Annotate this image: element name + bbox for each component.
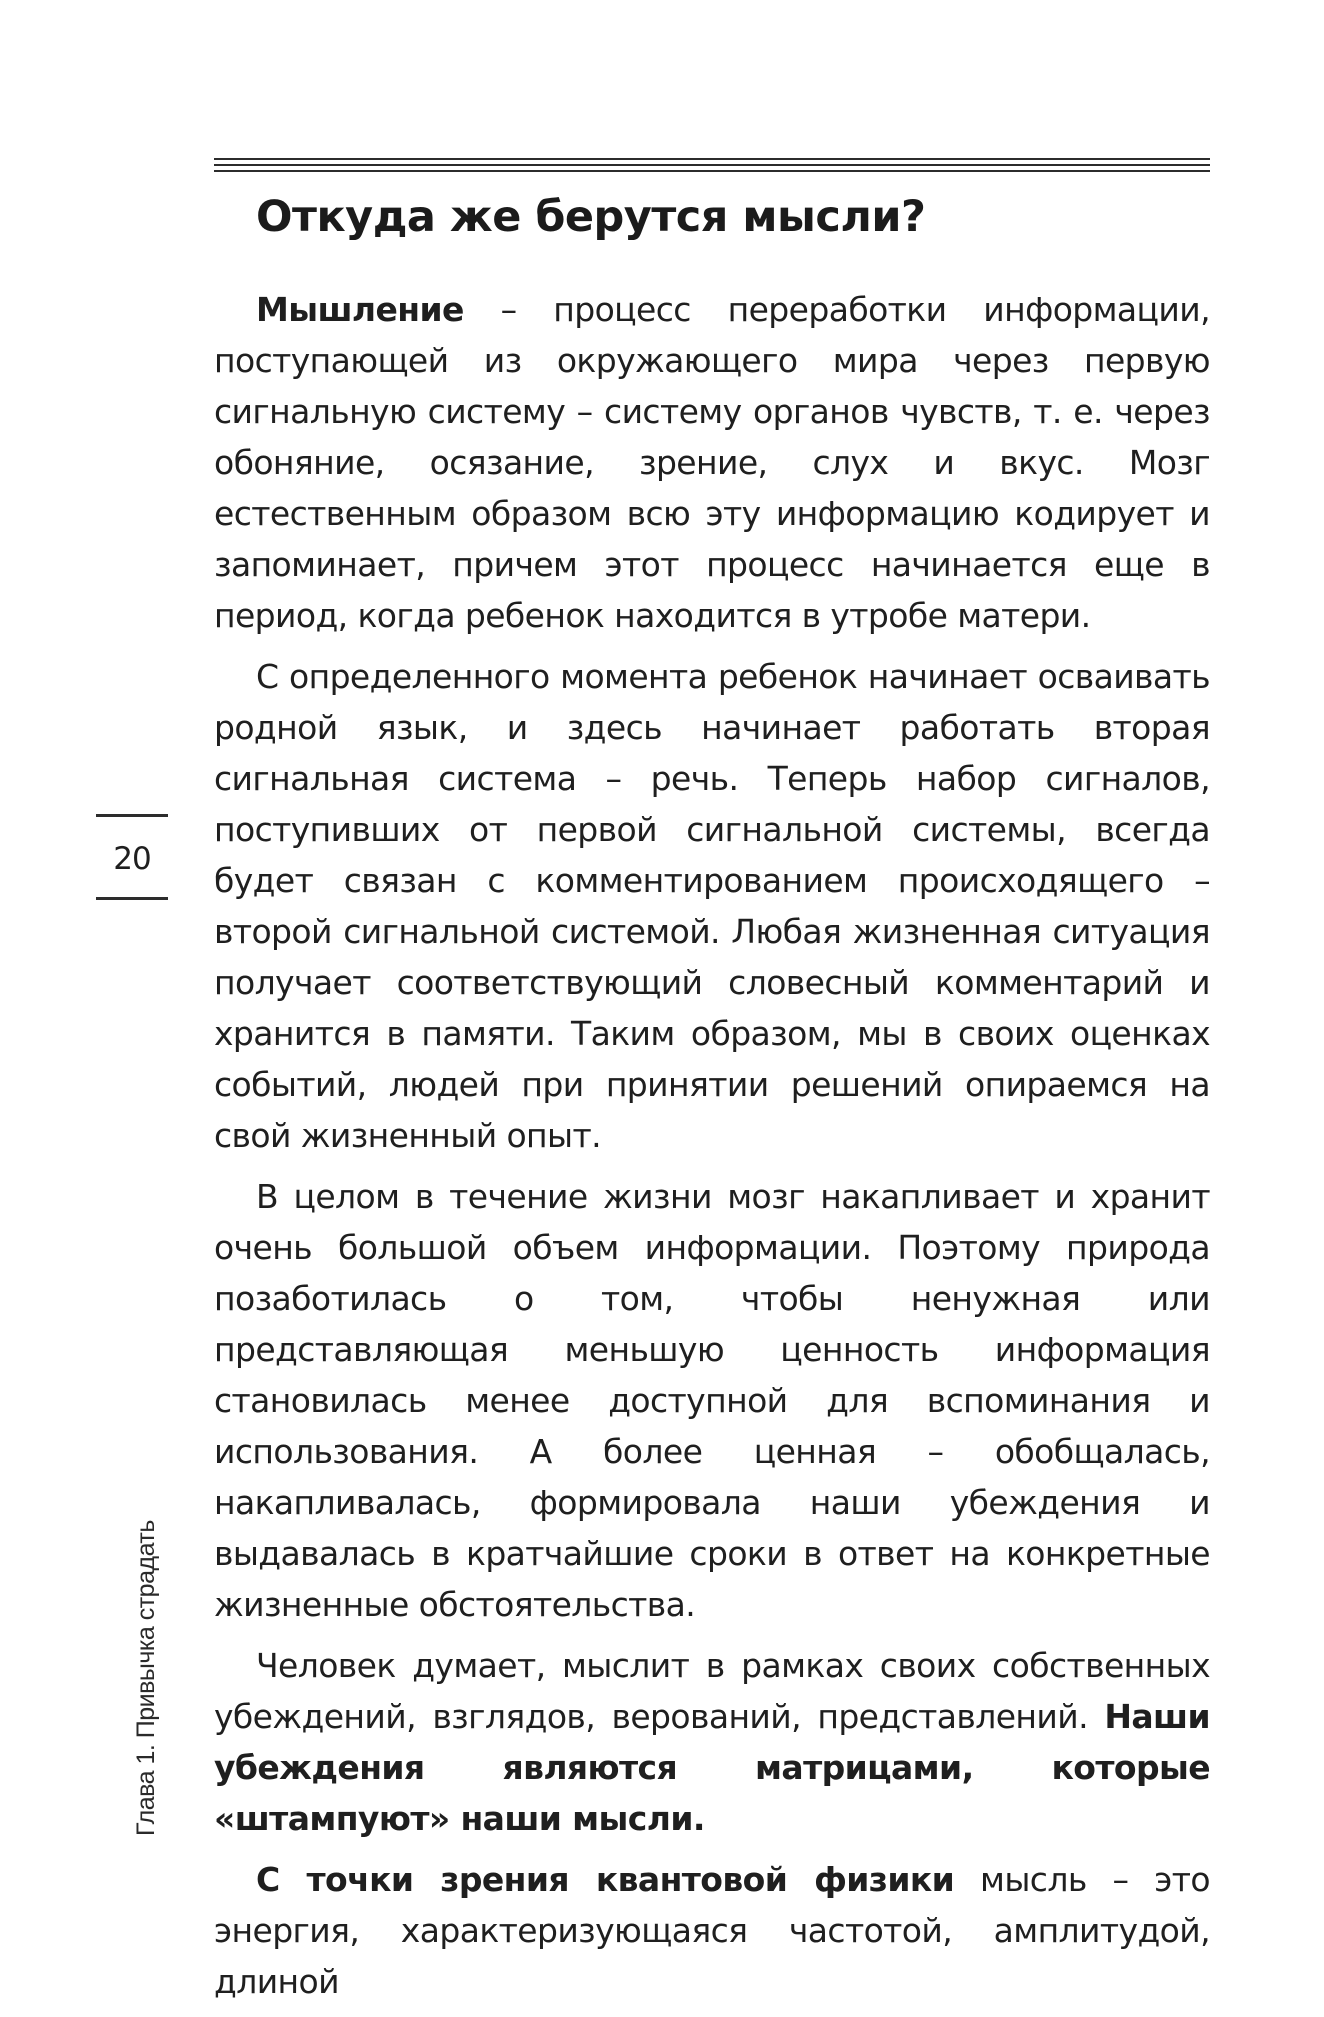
page-number-rule [96, 897, 168, 900]
running-head: Глава 1. Привычка страдать [132, 1520, 160, 1836]
page-number-rule [96, 814, 168, 817]
bold-term: С точки зрения квантовой физики [256, 1860, 955, 1899]
body-text [214, 284, 1210, 2017]
paragraph [214, 651, 1210, 1161]
paragraph [214, 284, 1210, 641]
bold-statement: Наши убеждения являются матрицами, которые «штампуют» наши мысли. [214, 1697, 1210, 1838]
paragraph-text: В целом в течение жизни мозг накапливает и хранит очень большой объем информации. Поэтому природа позаботилась о том, чтобы ненужная или представляющая меньшую ценность информация становилась менее доступной для вспоминания и использования. А более ценная – обобщалась, накапливалась, формировала наши убеждения и выдавалась в кратчайшие сроки в ответ на конкретные жизненные обстоятельства. [214, 1177, 1210, 1624]
paragraph-text: – процесс переработки информации, поступающей из окружающего мира через первую сигнальную систему – систему органов чувств, т. е. через обоняние, осязание, зрение, слух и вкус. Мозг естественным образом всю эту информацию кодирует и запоминает, причем этот процесс начинается еще в период, когда ребенок находится в утробе матери. [214, 290, 1210, 635]
top-rule-line [214, 170, 1210, 172]
paragraph-text: С определенного момента ребенок начинает осваивать родной язык, и здесь начинает работать вторая сигнальная система – речь. Теперь набор сигналов, поступивших от первой сигнальной системы, всегда будет связан с комментированием происходящего – второй сигнальной системой. Любая жизненная ситуация получает соответствующий словесный комментарий и хранится в памяти. Таким образом, мы в своих оценках событий, людей при принятии решений опираемся на свой жизненный опыт. [214, 657, 1210, 1155]
top-rule-line [214, 158, 1210, 160]
paragraph [214, 1171, 1210, 1630]
paragraph-text: мысль – это энергия, характеризующаяся частотой, амплитудой, длиной [214, 1860, 1210, 2001]
paragraph-text: Человек думает, мыслит в рамках своих собственных убеждений, взглядов, верований, представлений. [214, 1646, 1210, 1736]
top-rule-line [214, 164, 1210, 166]
page-number: 20 [113, 841, 151, 877]
page-number-block [96, 814, 172, 900]
paragraph [214, 1640, 1210, 1844]
paragraph [214, 1854, 1210, 2007]
bold-term: Мышление [256, 290, 464, 329]
section-heading: Откуда же берутся мысли? [256, 192, 926, 242]
